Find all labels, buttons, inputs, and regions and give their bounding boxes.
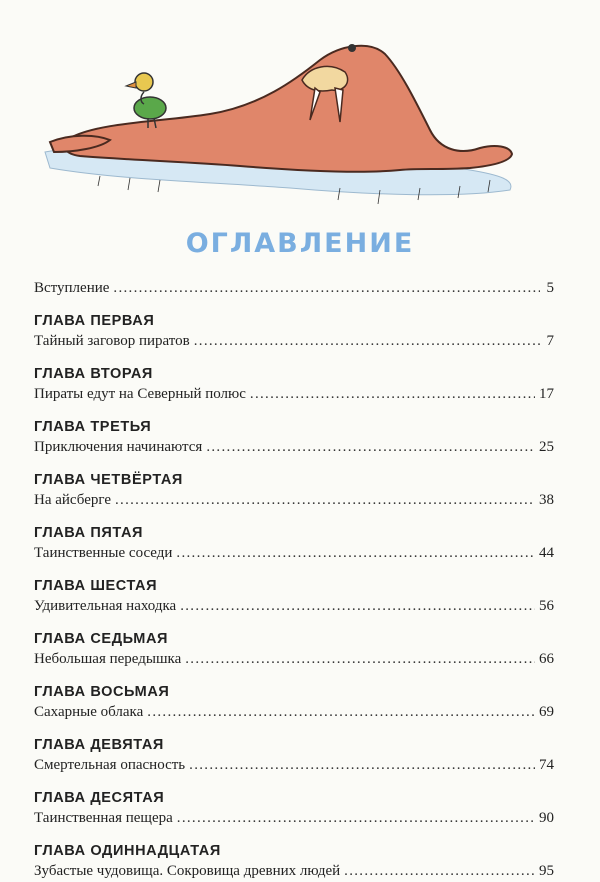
- chapter-heading: ГЛАВА ТРЕТЬЯ: [34, 419, 152, 435]
- toc-entry-title: Вступление: [34, 280, 110, 296]
- toc-entry[interactable]: [34, 331, 554, 352]
- chapter-heading: ГЛАВА ШЕСТАЯ: [34, 578, 158, 594]
- leader-dots: [185, 649, 535, 670]
- toc-chapter: [34, 577, 554, 617]
- leader-dots: [344, 861, 535, 882]
- toc-page-number: 5: [546, 280, 554, 296]
- toc-entry[interactable]: [34, 490, 554, 511]
- toc-entry[interactable]: [34, 596, 554, 617]
- toc-entry[interactable]: [34, 384, 554, 405]
- leader-dots: [180, 596, 535, 617]
- toc-entry-title: Небольшая передышка: [34, 651, 182, 667]
- leader-dots: [189, 755, 535, 776]
- leader-dots: [250, 384, 535, 405]
- toc-entry[interactable]: [34, 808, 554, 829]
- toc-intro[interactable]: [34, 278, 554, 299]
- toc-chapter: [34, 524, 554, 564]
- toc-page-number: 66: [539, 651, 554, 667]
- toc-entry-title: Таинственные соседи: [34, 545, 173, 561]
- toc-chapter: [34, 630, 554, 670]
- toc-page-number: 44: [539, 545, 554, 561]
- toc-title: ОГЛАВЛЕНИЕ: [185, 228, 415, 259]
- toc-chapter: [34, 789, 554, 829]
- toc-chapter: [34, 418, 554, 458]
- toc-chapter: [34, 736, 554, 776]
- toc-chapter: [34, 365, 554, 405]
- toc-chapter: [34, 842, 554, 882]
- toc-page-number: 17: [539, 386, 554, 402]
- toc-page-number: 90: [539, 810, 554, 826]
- toc-entry[interactable]: [34, 649, 554, 670]
- chapter-heading: ГЛАВА СЕДЬМАЯ: [34, 631, 169, 647]
- toc-entry-title: Зубастые чудовища. Сокровища древних людей: [34, 863, 341, 879]
- toc-page-number: 25: [539, 439, 554, 455]
- leader-dots: [194, 331, 540, 352]
- toc-entry-title: Сахарные облака: [34, 704, 144, 720]
- chapter-heading: ГЛАВА ЧЕТВЁРТАЯ: [34, 472, 183, 488]
- toc-chapter: [34, 683, 554, 723]
- chapter-heading: ГЛАВА ПЯТАЯ: [34, 525, 144, 541]
- toc-entry[interactable]: [34, 755, 554, 776]
- leader-dots: [177, 808, 535, 829]
- toc-entry-title: Смертельная опасность: [34, 757, 186, 773]
- toc-entry[interactable]: [34, 861, 554, 882]
- leader-dots: [206, 437, 535, 458]
- toc-entry[interactable]: [34, 437, 554, 458]
- chapter-heading: ГЛАВА ДЕСЯТАЯ: [34, 790, 165, 806]
- toc-page-number: 38: [539, 492, 554, 508]
- leader-dots: [176, 543, 535, 564]
- toc-chapter: [34, 312, 554, 352]
- toc-entry[interactable]: [34, 543, 554, 564]
- chapter-heading: ГЛАВА ВТОРАЯ: [34, 366, 153, 382]
- chapter-heading: ГЛАВА ДЕВЯТАЯ: [34, 737, 164, 753]
- chapter-heading: ГЛАВА ПЕРВАЯ: [34, 313, 155, 329]
- toc-entry-title: Тайный заговор пиратов: [34, 333, 190, 349]
- toc-entry-title: Приключения начинаются: [34, 439, 203, 455]
- toc-page-number: 95: [539, 863, 554, 879]
- toc-entry-title: Таинственная пещера: [34, 810, 173, 826]
- leader-dots: [147, 702, 535, 723]
- toc-entry-title: На айсберге: [34, 492, 111, 508]
- chapter-heading: ГЛАВА ОДИННАДЦАТАЯ: [34, 843, 221, 859]
- toc-chapter: [34, 471, 554, 511]
- walrus-illustration: [40, 30, 540, 230]
- chapter-heading: ГЛАВА ВОСЬМАЯ: [34, 684, 170, 700]
- toc-page-number: 56: [539, 598, 554, 614]
- toc-page-number: 7: [546, 333, 554, 349]
- toc-page-number: 74: [539, 757, 554, 773]
- toc-entry[interactable]: [34, 702, 554, 723]
- leader-dots: [113, 278, 540, 299]
- toc-page-number: 69: [539, 704, 554, 720]
- toc-entry-title: Пираты едут на Северный полюс: [34, 386, 246, 402]
- leader-dots: [115, 490, 535, 511]
- table-of-contents: [34, 278, 554, 882]
- walrus-body: [64, 46, 512, 172]
- toc-entry-title: Удивительная находка: [34, 598, 177, 614]
